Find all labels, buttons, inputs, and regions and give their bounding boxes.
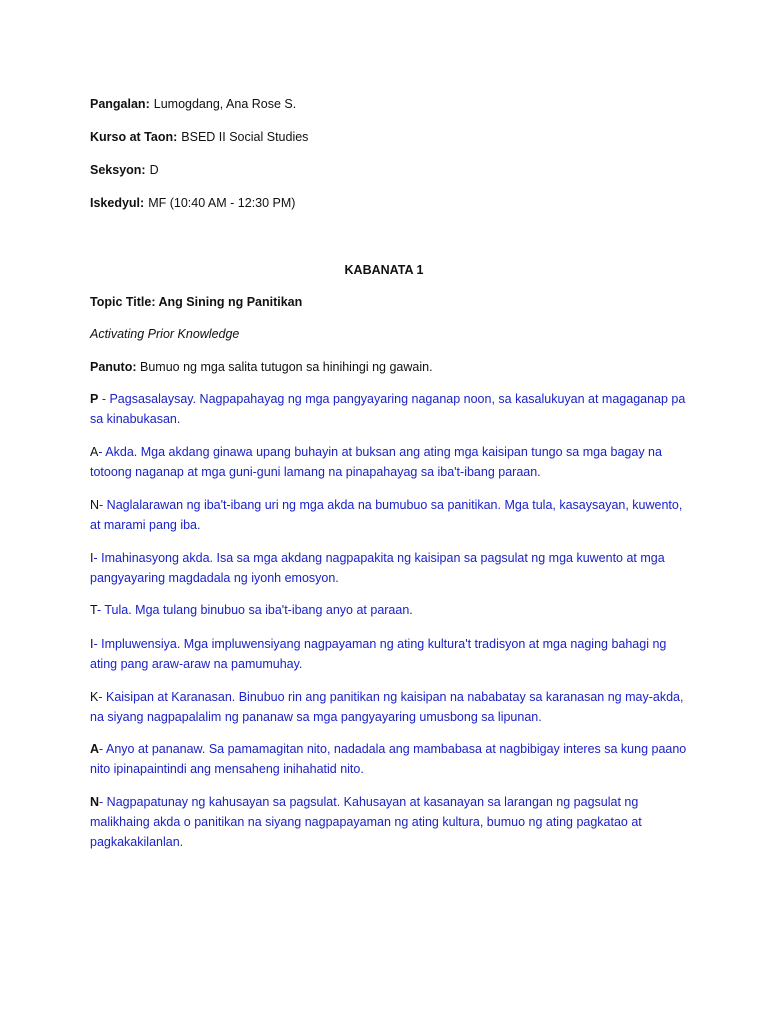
entry-separator: - — [99, 795, 107, 809]
acrostic-entry-i-2 — [90, 634, 690, 674]
instructions — [90, 359, 433, 375]
name-value: Lumogdang, Ana Rose S. — [153, 97, 297, 111]
entry-separator: - — [96, 603, 105, 617]
entry-text: Akda. Mga akdang ginawa upang buhayin at buksan ang ating mga kaisipan tungo sa mga bagay na totoong naganap at mga guni-guni lamang na pinapahayag sa iba't-ibang paraan. — [90, 445, 662, 479]
topic-title: Topic Title: Ang Sining ng Panitikan — [90, 295, 303, 309]
entry-text: Imahinasyong akda. Isa sa mga akdang nagpapakita ng kaisipan sa pagsulat ng mga kuwento at mga pangyayaring magdadala ng iyonh emosyon. — [90, 551, 665, 585]
course-line — [90, 129, 308, 145]
entry-separator: - — [98, 690, 106, 704]
acrostic-entry-i — [90, 548, 690, 588]
name-label: Pangalan: — [90, 97, 150, 111]
entry-separator: - — [99, 498, 107, 512]
acrostic-entry-a-2 — [90, 739, 690, 779]
entry-text: Nagpapatunay ng kahusayan sa pagsulat. Kahusayan at kasanayan sa larangan ng pagsulat ng malikhaing akda o panitikan na siyang nagpapayaman ng ating kultura, bumuo ng ating pagkatao at pagkakakilanlan. — [90, 795, 642, 849]
entry-letter: N — [90, 498, 100, 512]
acrostic-entry-a — [90, 442, 690, 482]
entry-separator: - — [93, 637, 102, 651]
entry-letter: A — [90, 445, 99, 459]
entry-text: Anyo at pananaw. Sa pamamagitan nito, nadadala ang mambabasa at nagbibigay interes sa kung paano nito ipinapaintindi ang mensaheng inihahatid nito. — [90, 742, 687, 776]
entry-separator: - — [98, 392, 110, 406]
entry-letter: A — [90, 742, 100, 756]
entry-letter: P — [90, 392, 99, 406]
section-heading: Activating Prior Knowledge — [90, 327, 240, 341]
entry-text: Kaisipan at Karanasan. Binubuo rin ang panitikan ng kaisipan na nababatay sa karanasan ng may-akda, na siyang nagpapalalim ng pananaw sa mga pangyayaring umusbong sa lipunan. — [90, 690, 684, 724]
instructions-text: Bumuo ng mga salita tutugon sa hinihingi ng gawain. — [140, 360, 433, 374]
entry-text: Naglalarawan ng iba't-ibang uri ng mga akda na bumubuo sa panitikan. Mga tula, kasaysayan, kuwento, at marami pang iba. — [90, 498, 683, 532]
acrostic-entry-k — [90, 687, 690, 727]
name-line — [90, 96, 296, 112]
acrostic-entry-n — [90, 495, 690, 535]
entry-text: Pagsasalaysay. Nagpapahayag ng mga pangyayaring naganap noon, sa kasalukuyan at magaganap pa sa kinabukasan. — [90, 392, 686, 426]
section-value: D — [149, 163, 159, 177]
entry-letter: I — [90, 551, 94, 565]
entry-text: Tula. Mga tulang binubuo sa iba't-ibang anyo at paraan. — [104, 603, 413, 617]
acrostic-entry-p — [90, 389, 690, 429]
entry-separator: - — [98, 445, 106, 459]
instructions-label: Panuto: — [90, 360, 137, 374]
section-line — [90, 162, 159, 178]
entry-letter: K — [90, 690, 99, 704]
course-label: Kurso at Taon: — [90, 130, 178, 144]
acrostic-entry-t — [90, 600, 690, 620]
entry-letter: T — [90, 603, 97, 617]
schedule-label: Iskedyul: — [90, 196, 145, 210]
entry-letter: N — [90, 795, 100, 809]
entry-text: Impluwensiya. Mga impluwensiyang nagpayaman ng ating kultura't tradisyon at mga naging bahagi ng ating pang araw-araw na pamumuhay. — [90, 637, 667, 671]
chapter-title: KABANATA 1 — [344, 263, 424, 277]
entry-separator: - — [99, 742, 106, 756]
course-value: BSED II Social Studies — [181, 130, 309, 144]
schedule-value: MF (10:40 AM - 12:30 PM) — [148, 196, 296, 210]
acrostic-entry-n-2 — [90, 792, 690, 852]
entry-separator: - — [93, 551, 102, 565]
entry-letter: I — [90, 637, 94, 651]
schedule-line — [90, 195, 295, 211]
section-label: Seksyon: — [90, 163, 146, 177]
